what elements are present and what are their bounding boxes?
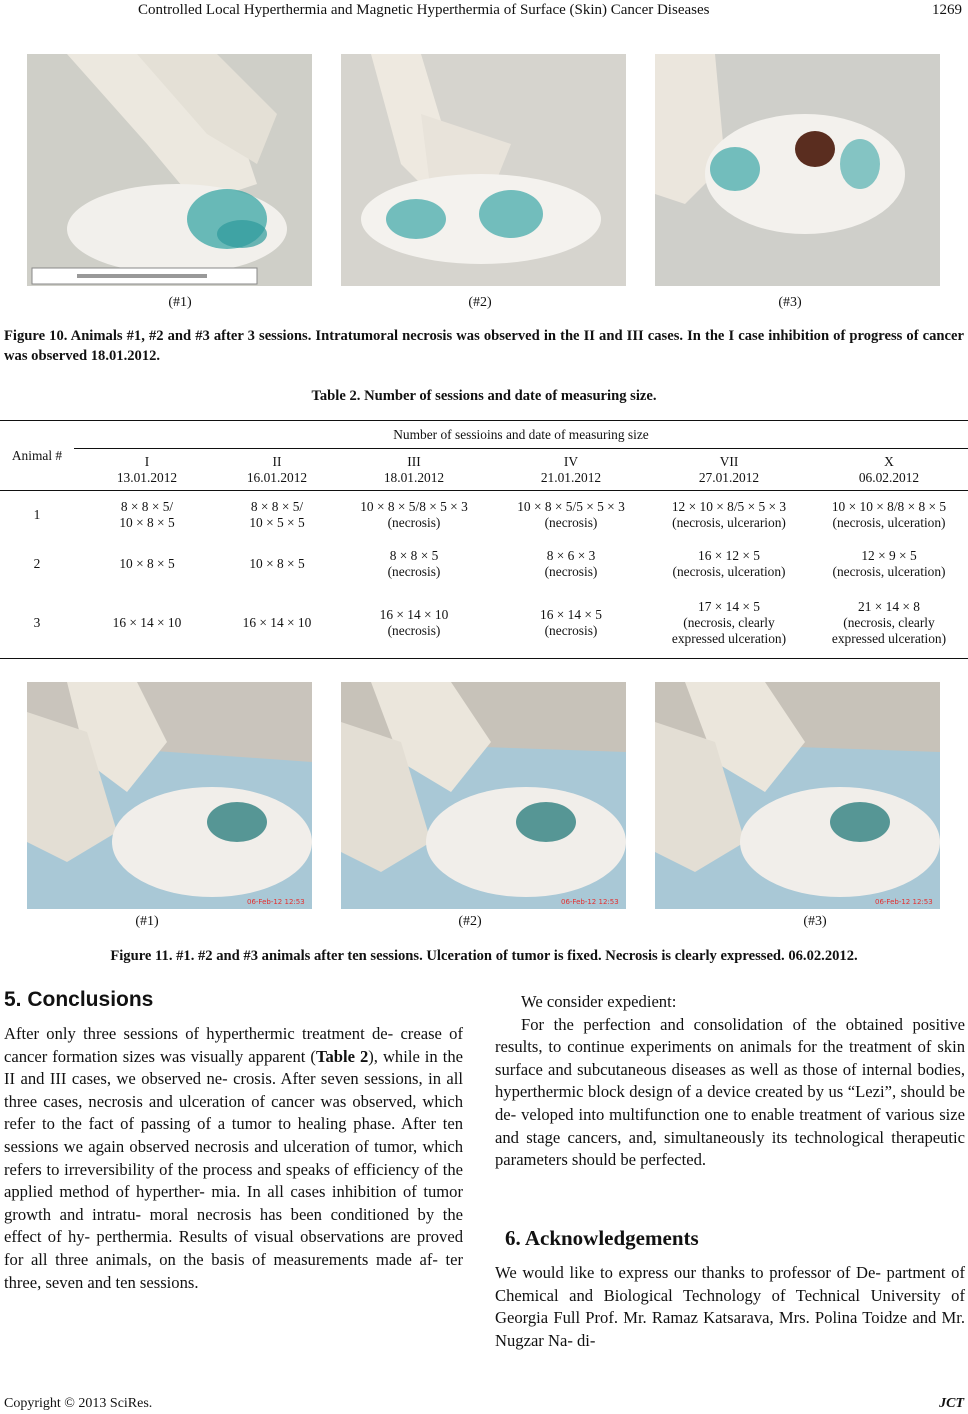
right-column-body [495,991,965,1172]
table2 [0,420,968,659]
table-cell: 10 × 8 × 5 [249,555,305,571]
journal-abbrev: JCT [939,1396,964,1411]
table-cell: 10 × 8 × 5/5 × 5 × 3 (necrosis) [517,498,625,530]
running-header [0,2,968,22]
figure10-photo-3 [655,54,940,286]
figure11-timestamp-3: 06-Feb-12 12:53 [875,898,933,906]
paragraph-perfection: For the perfection and consolidation of the obtained positive results, to continue experiments on animals for the treatment of skin surface and subcutaneous diseases as well as those of internal bodies, hyperthermic block design of a device created by us “Lezi”, should be de- veloped into multifunction one to enable treatment of various size and stage cancers, and, simultaneously its technological therapeutic parameters should be perfected. [495,1014,965,1170]
column-header: III 18.01.2012 [334,449,494,491]
figure11-timestamp-2: 06-Feb-12 12:53 [561,898,619,906]
table-cell: 12 × 9 × 5 (necrosis, ulceration) [832,547,946,579]
figure10-photo-1 [27,54,312,286]
figure10-label-3: (#3) [778,295,802,310]
figure11-timestamp-1: 06-Feb-12 12:53 [247,898,305,906]
column-header: VII 27.01.2012 [648,449,810,491]
table-cell: 8 × 8 × 5/ 10 × 5 × 5 [249,498,305,530]
table-cell: 10 × 8 × 5 [119,555,175,571]
section6-body [495,1262,965,1352]
section6-heading: 6. Acknowledgements [505,1226,699,1250]
figure10-label-2: (#2) [468,295,492,310]
table-row [0,491,968,539]
section5-body: After only three sessions of hyperthermic treatment de- crease of cancer formation sizes was visually apparent (Table 2), while in the II and III cases, we observed ne- crosis. After seven sessions, in all three cases, necrosis and ulceration of cancer was observed, which refer to the fact of passing of a tumor to healing phase. After ten sessions we again observed necrosis and ulceration of tumor, which refers to irreversibility of the process and speaks of efficiency of the applied method of hyperther- mia. In all cases inhibition of tumor growth and intratu- moral necrosis has been conditioned by the effect of hy- perthermia. Results of visual observations are proved for all three animals, on the basis of measurements made af- ter three, seven and ten sessions. [4,1024,463,1292]
table-cell: 16 × 14 × 5 (necrosis) [494,589,648,659]
figure11-label-2: (#2) [458,914,482,929]
animal-id: 2 [33,555,41,571]
table-cell: 12 × 10 × 8/5 × 5 × 3 (necrosis, ulcerarion) [671,498,787,530]
figure11-caption: Figure 11. #1. #2 and #3 animals after ten sessions. Ulceration of tumor is fixed. Necrosis is clearly expressed. 06.02.2012. [110,948,858,964]
table-cell: 16 × 12 × 5 (necrosis, ulceration) [672,547,786,579]
animal-id: 1 [33,506,41,522]
section5-heading: 5. Conclusions [4,988,154,1011]
table-cell: 8 × 8 × 5/ 10 × 8 × 5 [119,498,175,530]
copyright: Copyright © 2013 SciRes. [4,1396,153,1411]
column-header: I 13.01.2012 [74,449,220,491]
table-row [0,589,968,659]
running-title: Controlled Local Hyperthermia and Magnetic Hyperthermia of Surface (Skin) Cancer Diseases [138,2,710,18]
table-cell: 17 × 14 × 5 (necrosis, clearly expressed ulceration) [648,589,810,659]
table-cell: 21 × 14 × 8 (necrosis, clearly expressed ulceration) [810,589,968,659]
table-cell: 16 × 14 × 10 [74,589,220,659]
table-cell: 10 × 8 × 5/8 × 5 × 3 (necrosis) [360,498,468,530]
animal-header: Animal # [0,421,74,491]
column-header: X 06.02.2012 [810,449,968,491]
table-reference: Table 2 [315,1046,369,1066]
paragraph-expedient: We consider expedient: [521,992,677,1011]
table-cell: 8 × 6 × 3 (necrosis) [544,547,598,579]
table-row [0,539,968,589]
column-header: II 16.01.2012 [220,449,334,491]
acknowledgements-text: We would like to express our thanks to professor of De- partment of Chemical and Biological Technology of Technical University of Georgia Full Prof. Mr. Ramaz Katsarava, Mrs. Polina Toidze and Mr. Nugzar Na- di- [495,1263,965,1350]
figure10-caption: Figure 10. Animals #1, #2 and #3 after 3 sessions. Intratumoral necrosis was observed in the II and III cases. In the I case inhibition of progress of cancer was observed 18.01.2012. [4,328,964,364]
page-number: 1269 [932,2,962,18]
table-cell: 16 × 14 × 10 [220,589,334,659]
animal-id: 3 [0,589,74,659]
table-cell: 10 × 10 × 8/8 × 8 × 5 (necrosis, ulceration) [831,498,947,530]
table-cell: 8 × 8 × 5 (necrosis) [387,547,441,579]
figure10-photo-2 [341,54,626,286]
group-header: Number of sessioins and date of measuring size [74,421,968,449]
figure11-label-3: (#3) [803,914,827,929]
figure11-photo-1 [27,682,312,909]
figure11-photo-3 [655,682,940,909]
figure10-label-1: (#1) [168,295,192,310]
figure11-photo-2 [341,682,626,909]
table-cell: 16 × 14 × 10 (necrosis) [334,589,494,659]
table2-caption: Table 2. Number of sessions and date of measuring size. [311,388,657,404]
figure11-label-1: (#1) [135,914,159,929]
column-header: IV 21.01.2012 [494,449,648,491]
